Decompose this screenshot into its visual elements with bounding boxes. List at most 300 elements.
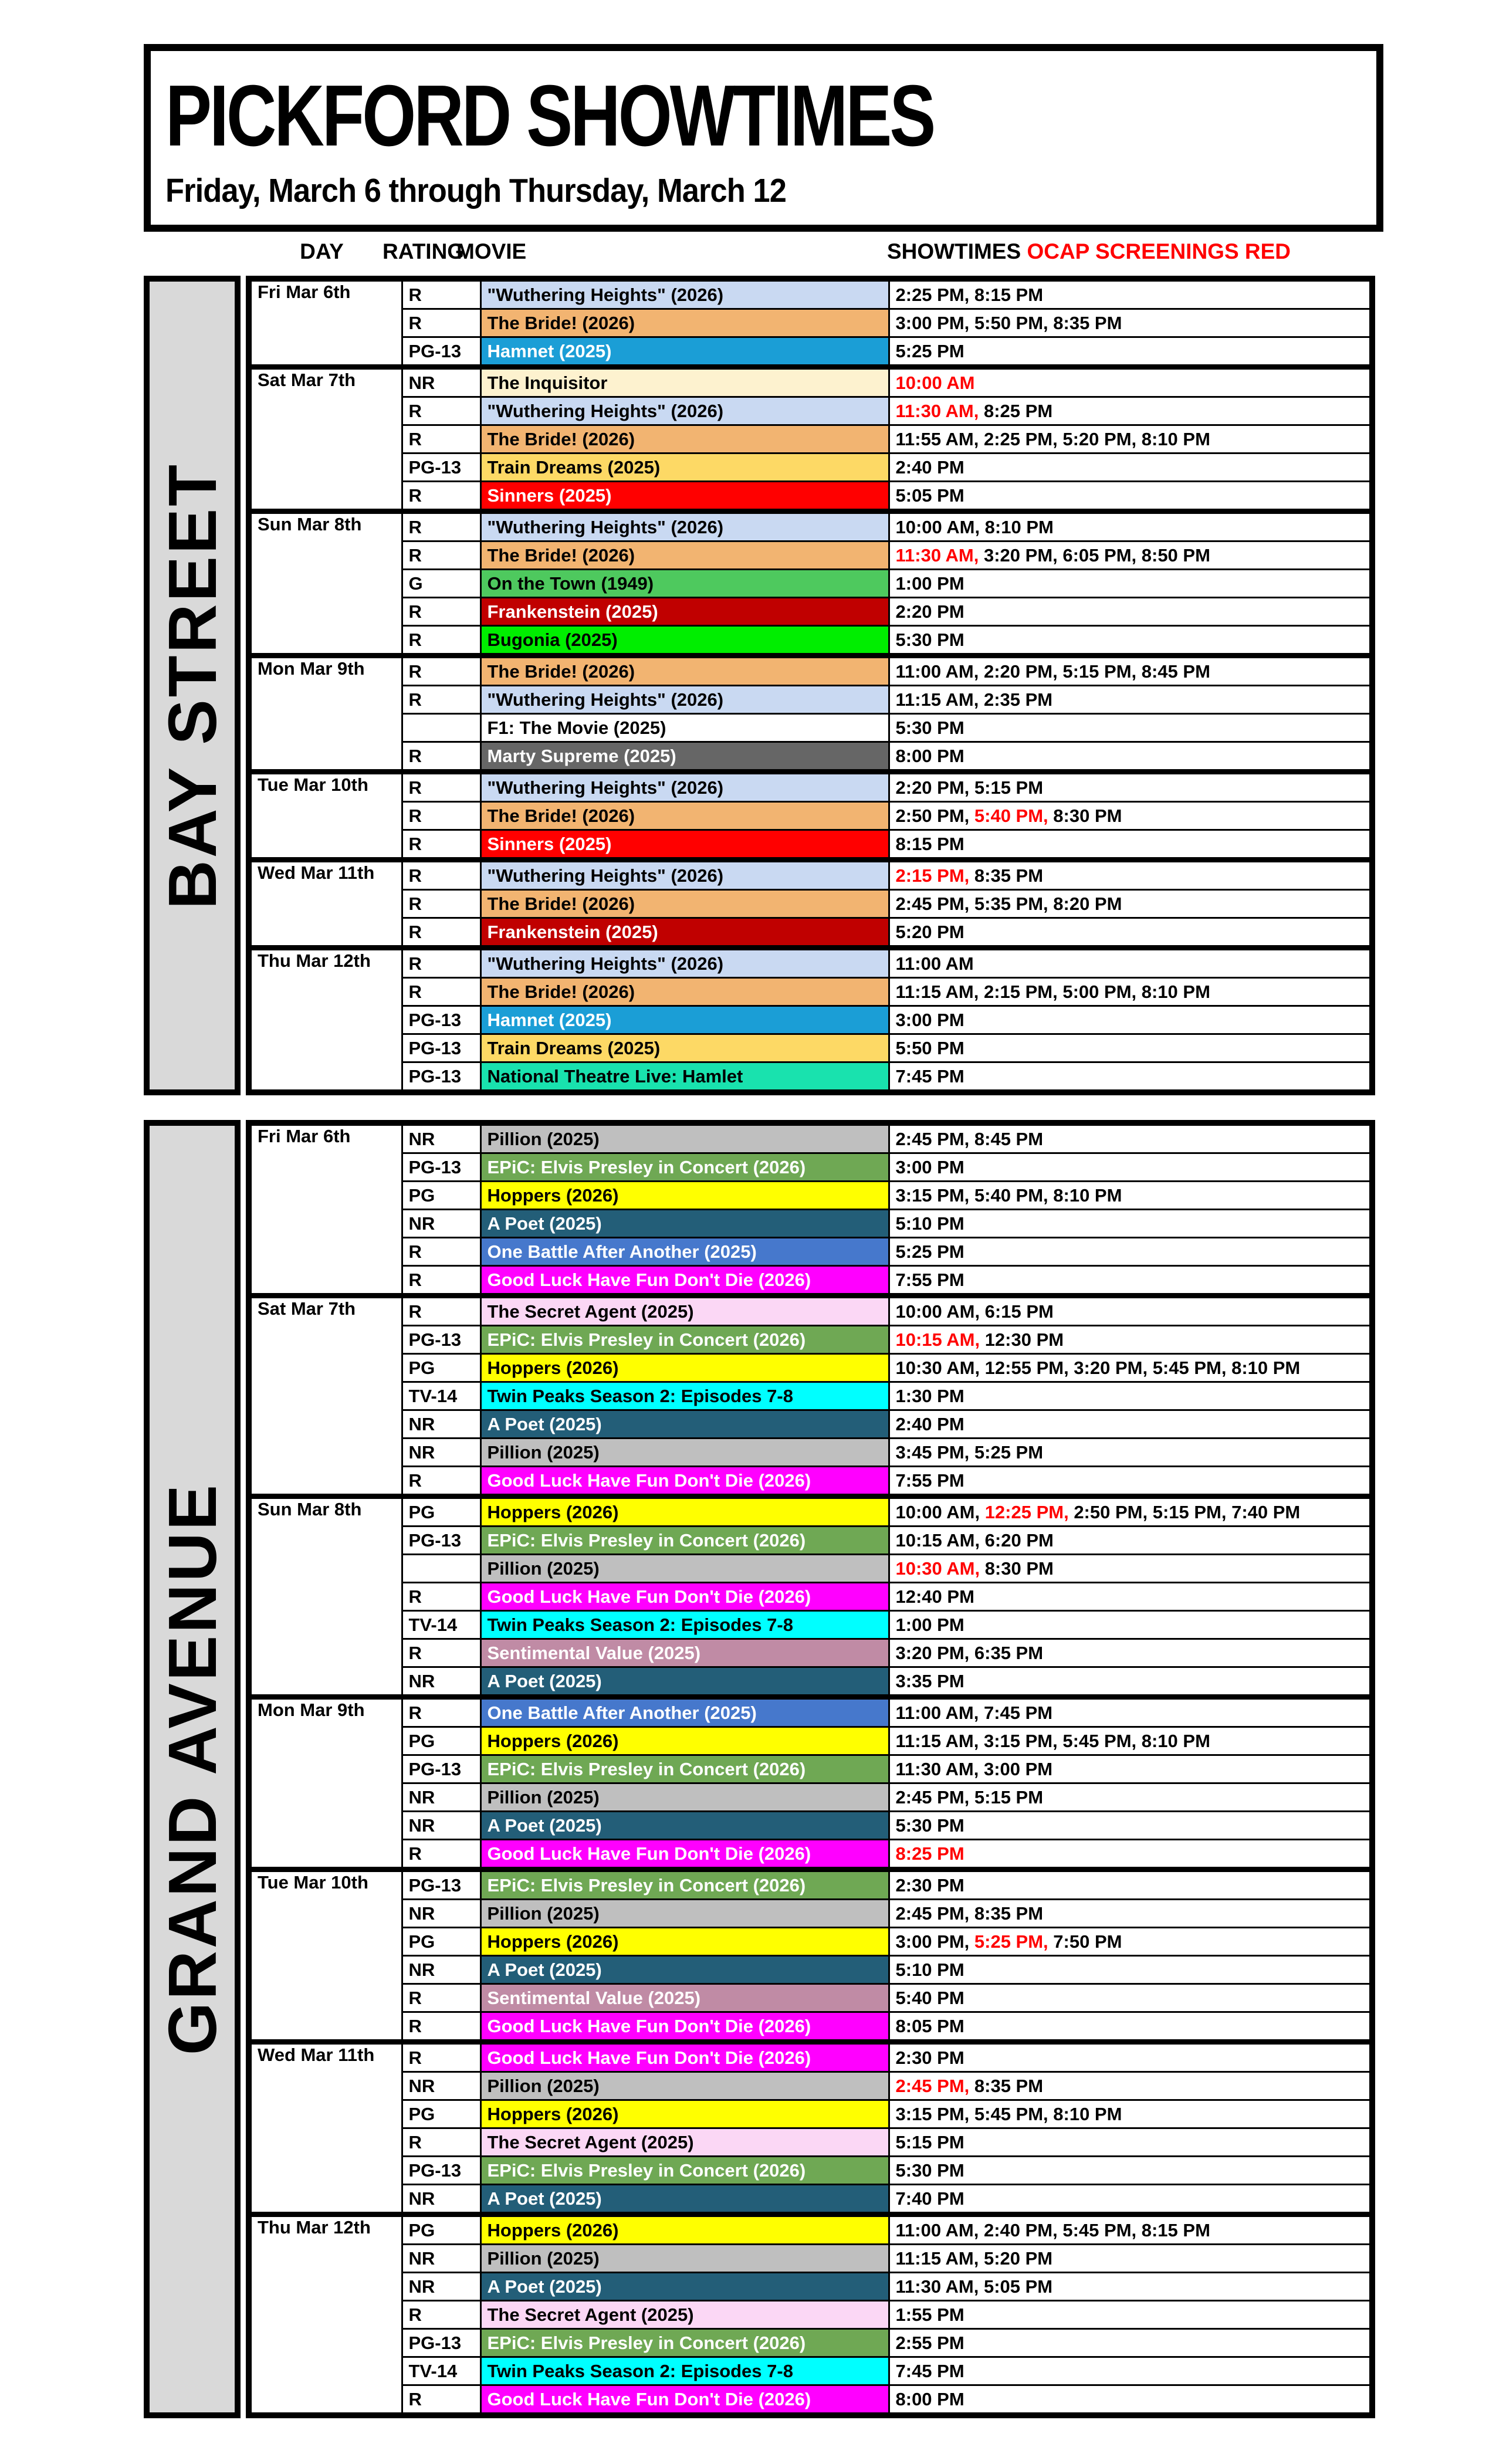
showtimes-cell [889, 1238, 1372, 1266]
ocap-showtime: 5:40 PM, [974, 805, 1048, 826]
showtimes-cell [889, 1467, 1372, 1497]
showtimes-cell [889, 1611, 1372, 1639]
movie-cell: Hamnet (2025) [480, 337, 889, 367]
showtime-row [249, 918, 1372, 948]
showtimes-cell [889, 1326, 1372, 1354]
page-title: PICKFORD SHOWTIMES [165, 67, 934, 164]
rating-cell: NR [402, 1667, 480, 1697]
showtimes-cell [889, 1783, 1372, 1812]
rating-cell [402, 1555, 480, 1583]
showtime: 10:30 AM, 12:55 PM, 3:20 PM, 5:45 PM, 8:10 PM [895, 1357, 1301, 1378]
showtime: 2:30 PM [895, 2047, 964, 2068]
day-cell: Sat Mar 7th [249, 1296, 402, 1497]
showtime-row [249, 1006, 1372, 1034]
showtimes-cell [889, 1123, 1372, 1153]
showtimes-cell [889, 2357, 1372, 2385]
showtime: 3:45 PM, 5:25 PM [895, 1441, 1044, 1463]
showtime-row [249, 2215, 1372, 2245]
showtimes-cell [889, 890, 1372, 918]
rating-cell: NR [402, 1900, 480, 1928]
showtimes-cell [889, 2072, 1372, 2100]
movie-cell: Pillion (2025) [480, 1783, 889, 1812]
showtime: 5:20 PM [895, 921, 964, 942]
movie-cell: Pillion (2025) [480, 2072, 889, 2100]
showtimes-cell [889, 802, 1372, 830]
showtimes-cell [889, 1296, 1372, 1326]
showtimes-cell [889, 1812, 1372, 1840]
showtimes-cell [889, 978, 1372, 1006]
movie-cell: The Inquisitor [480, 367, 889, 397]
showtime-row [249, 890, 1372, 918]
rating-cell: PG-13 [402, 1034, 480, 1062]
schedule-table-bay-street [246, 276, 1375, 1095]
rating-cell: R [402, 1840, 480, 1870]
rating-cell: PG [402, 2100, 480, 2128]
showtime: 2:40 PM [895, 1413, 964, 1434]
showtime-row [249, 802, 1372, 830]
showtime: 8:35 PM [969, 2075, 1044, 2096]
showtimes-cell [889, 948, 1372, 978]
showtime-row [249, 482, 1372, 512]
showtime-row [249, 1956, 1372, 1984]
showtime-row [249, 279, 1372, 309]
showtime-row [249, 2100, 1372, 2128]
showtime-row [249, 337, 1372, 367]
movie-cell: Good Luck Have Fun Don't Die (2026) [480, 1840, 889, 1870]
showtime: 5:25 PM [895, 340, 964, 361]
movie-cell: Pillion (2025) [480, 1439, 889, 1467]
showtimes-cell [889, 830, 1372, 860]
showtime: 2:55 PM [895, 2332, 964, 2353]
rating-cell: R [402, 541, 480, 570]
rating-cell: R [402, 742, 480, 772]
movie-cell: A Poet (2025) [480, 1812, 889, 1840]
showtime: 1:00 PM [895, 573, 964, 594]
showtime-row [249, 978, 1372, 1006]
showtimes-cell [889, 2273, 1372, 2301]
showtimes-cell [889, 1697, 1372, 1727]
showtime: 1:55 PM [895, 2304, 964, 2325]
column-header-day: DAY [300, 239, 344, 263]
rating-cell: R [402, 279, 480, 309]
showtime: 7:50 PM [1048, 1931, 1122, 1952]
movie-cell: Frankenstein (2025) [480, 598, 889, 626]
showtime-row [249, 1984, 1372, 2012]
showtime: 2:45 PM, 5:35 PM, 8:20 PM [895, 893, 1122, 914]
rating-cell: R [402, 1238, 480, 1266]
showtime: 5:05 PM [895, 485, 964, 506]
showtimes-cell [889, 482, 1372, 512]
rating-cell: PG-13 [402, 1870, 480, 1900]
showtime-row [249, 2301, 1372, 2329]
rating-cell: NR [402, 1123, 480, 1153]
rating-cell: R [402, 2385, 480, 2416]
movie-cell: One Battle After Another (2025) [480, 1697, 889, 1727]
showtime: 7:45 PM [895, 2360, 964, 2381]
movie-cell: The Bride! (2026) [480, 890, 889, 918]
rating-cell: R [402, 978, 480, 1006]
showtime: 2:30 PM [895, 1874, 964, 1896]
movie-cell: EPiC: Elvis Presley in Concert (2026) [480, 1870, 889, 1900]
movie-cell: Good Luck Have Fun Don't Die (2026) [480, 2042, 889, 2072]
movie-cell: "Wuthering Heights" (2026) [480, 686, 889, 714]
showtime-row [249, 1840, 1372, 1870]
showtime-row [249, 570, 1372, 598]
showtimes-cell [889, 1755, 1372, 1783]
movie-cell: A Poet (2025) [480, 1410, 889, 1439]
showtime: 2:20 PM, 5:15 PM [895, 777, 1044, 798]
showtime-row [249, 1555, 1372, 1583]
movie-cell: Hoppers (2026) [480, 1928, 889, 1956]
day-cell: Fri Mar 6th [249, 279, 402, 367]
showtime-row [249, 948, 1372, 978]
showtime: 5:25 PM [895, 1241, 964, 1262]
showtime: 8:00 PM [895, 2388, 964, 2409]
showtime: 8:25 PM [979, 400, 1053, 421]
showtimes-cell [889, 279, 1372, 309]
movie-cell: Pillion (2025) [480, 2245, 889, 2273]
showtimes-cell [889, 397, 1372, 425]
showtime: 8:00 PM [895, 745, 964, 766]
showtime: 3:00 PM, 5:50 PM, 8:35 PM [895, 312, 1122, 333]
showtime-row [249, 1812, 1372, 1840]
rating-cell: R [402, 397, 480, 425]
venue-label-bay-street [144, 276, 241, 1095]
movie-cell: Pillion (2025) [480, 1900, 889, 1928]
showtimes-cell [889, 1153, 1372, 1182]
venue-bay-street [144, 276, 1376, 1095]
day-cell: Sun Mar 8th [249, 1497, 402, 1697]
showtimes-cell [889, 337, 1372, 367]
showtimes-cell [889, 1527, 1372, 1555]
ocap-legend: OCAP SCREENINGS RED [1027, 239, 1291, 263]
movie-cell: National Theatre Live: Hamlet [480, 1062, 889, 1093]
day-cell: Mon Mar 9th [249, 656, 402, 772]
showtime-row [249, 2329, 1372, 2357]
showtime: 12:30 PM [980, 1329, 1064, 1350]
showtimes-cell [889, 1583, 1372, 1611]
rating-cell: PG [402, 1727, 480, 1755]
showtime: 7:40 PM [895, 2188, 964, 2209]
rating-cell: PG [402, 1182, 480, 1210]
showtimes-cell [889, 1034, 1372, 1062]
day-cell: Sat Mar 7th [249, 367, 402, 512]
rating-cell: PG [402, 2215, 480, 2245]
showtime: 5:40 PM [895, 1987, 964, 2008]
showtime-row [249, 1439, 1372, 1467]
movie-cell: EPiC: Elvis Presley in Concert (2026) [480, 1527, 889, 1555]
showtimes-cell [889, 2128, 1372, 2157]
schedule-table-grand-avenue [246, 1120, 1375, 2418]
showtime: 11:30 AM, 3:00 PM [895, 1758, 1053, 1779]
showtime: 7:55 PM [895, 1269, 964, 1290]
showtime: 8:15 PM [895, 833, 964, 854]
showtime-row [249, 541, 1372, 570]
ocap-showtime: 10:15 AM, [895, 1329, 980, 1350]
showtime-row [249, 830, 1372, 860]
showtimes-cell [889, 309, 1372, 337]
showtimes-cell [889, 2185, 1372, 2215]
rating-cell: NR [402, 1410, 480, 1439]
movie-cell: "Wuthering Heights" (2026) [480, 772, 889, 802]
showtime-row [249, 1034, 1372, 1062]
showtime: 3:00 PM, [895, 1931, 974, 1952]
movie-cell: EPiC: Elvis Presley in Concert (2026) [480, 1755, 889, 1783]
movie-cell: Good Luck Have Fun Don't Die (2026) [480, 2385, 889, 2416]
movie-cell: Twin Peaks Season 2: Episodes 7-8 [480, 1611, 889, 1639]
movie-cell: Sentimental Value (2025) [480, 1639, 889, 1667]
ocap-showtime: 2:45 PM, [895, 2075, 970, 2096]
rating-cell: TV-14 [402, 1611, 480, 1639]
showtime: 5:30 PM [895, 1815, 964, 1836]
movie-cell: Pillion (2025) [480, 1555, 889, 1583]
rating-cell: NR [402, 367, 480, 397]
movie-cell: Frankenstein (2025) [480, 918, 889, 948]
showtime: 5:10 PM [895, 1959, 964, 1980]
showtimes-cell [889, 512, 1372, 541]
showtime: 2:45 PM, 8:35 PM [895, 1903, 1044, 1924]
showtime: 10:00 AM, [895, 1501, 985, 1522]
rating-cell: R [402, 1266, 480, 1296]
showtime-row [249, 453, 1372, 482]
rating-cell: R [402, 1296, 480, 1326]
venue-grand-avenue [144, 1120, 1376, 2418]
showtime-row [249, 2072, 1372, 2100]
showtime: 8:30 PM [1048, 805, 1122, 826]
showtime-row [249, 1123, 1372, 1153]
showtime-row [249, 598, 1372, 626]
showtime: 10:15 AM, 6:20 PM [895, 1529, 1054, 1551]
rating-cell: R [402, 772, 480, 802]
ocap-showtime: 11:30 AM, [895, 544, 979, 566]
showtime: 8:30 PM [980, 1558, 1054, 1579]
showtime-row [249, 1727, 1372, 1755]
rating-cell: PG-13 [402, 2329, 480, 2357]
showtime: 11:30 AM, 5:05 PM [895, 2276, 1053, 2297]
showtimes-cell [889, 2385, 1372, 2416]
showtime-row [249, 309, 1372, 337]
showtime: 3:20 PM, 6:35 PM [895, 1642, 1044, 1663]
day-cell: Wed Mar 11th [249, 2042, 402, 2215]
showtimes-cell [889, 656, 1372, 686]
showtimes-cell [889, 1984, 1372, 2012]
showtimes-cell [889, 1639, 1372, 1667]
rating-cell: R [402, 1639, 480, 1667]
rating-cell: NR [402, 1812, 480, 1840]
showtime: 10:00 AM, 6:15 PM [895, 1301, 1054, 1322]
showtimes-cell [889, 453, 1372, 482]
movie-cell: "Wuthering Heights" (2026) [480, 397, 889, 425]
movie-cell: Good Luck Have Fun Don't Die (2026) [480, 2012, 889, 2042]
showtime-row [249, 1182, 1372, 1210]
rating-cell: R [402, 2301, 480, 2329]
showtime-row [249, 1266, 1372, 1296]
showtimes-cell [889, 2042, 1372, 2072]
rating-cell: NR [402, 2072, 480, 2100]
showtime-row [249, 1527, 1372, 1555]
rating-cell: PG-13 [402, 1153, 480, 1182]
showtime-row [249, 397, 1372, 425]
showtime: 5:30 PM [895, 717, 964, 738]
rating-cell: PG-13 [402, 1755, 480, 1783]
showtimes-cell [889, 1439, 1372, 1467]
showtimes-cell [889, 1006, 1372, 1034]
showtimes-cell [889, 626, 1372, 656]
showtime: 5:30 PM [895, 2160, 964, 2181]
movie-cell: Pillion (2025) [480, 1123, 889, 1153]
showtime: 8:05 PM [895, 2015, 964, 2036]
rating-cell: TV-14 [402, 2357, 480, 2385]
rating-cell: R [402, 802, 480, 830]
showtime: 5:15 PM [895, 2131, 964, 2152]
ocap-showtime: 10:30 AM, [895, 1558, 980, 1579]
column-header-rating: RATING [383, 239, 465, 263]
day-cell: Thu Mar 12th [249, 2215, 402, 2416]
rating-cell: R [402, 1697, 480, 1727]
rating-cell: R [402, 425, 480, 453]
showtime-row [249, 2273, 1372, 2301]
showtime-row [249, 626, 1372, 656]
movie-cell: EPiC: Elvis Presley in Concert (2026) [480, 2157, 889, 2185]
rating-cell: PG-13 [402, 1062, 480, 1093]
rating-cell: PG [402, 1497, 480, 1527]
rating-cell: PG-13 [402, 337, 480, 367]
showtime: 11:00 AM, 7:45 PM [895, 1702, 1053, 1723]
showtime: 11:15 AM, 2:35 PM [895, 689, 1053, 710]
rating-cell: R [402, 1583, 480, 1611]
movie-cell: Twin Peaks Season 2: Episodes 7-8 [480, 2357, 889, 2385]
showtime-row [249, 2185, 1372, 2215]
rating-cell [402, 714, 480, 742]
showtimes-cell [889, 1266, 1372, 1296]
showtime: 11:00 AM, 2:20 PM, 5:15 PM, 8:45 PM [895, 661, 1210, 682]
rating-cell: NR [402, 1210, 480, 1238]
showtime-row [249, 2157, 1372, 2185]
rating-cell: R [402, 890, 480, 918]
movie-cell: The Secret Agent (2025) [480, 2128, 889, 2157]
movie-cell: The Secret Agent (2025) [480, 1296, 889, 1326]
showtime-row [249, 1238, 1372, 1266]
rating-cell: R [402, 1467, 480, 1497]
venue-sections [144, 276, 1376, 2443]
showtimes-cell [889, 1900, 1372, 1928]
showtime: 3:00 PM [895, 1156, 964, 1177]
showtime: 2:25 PM, 8:15 PM [895, 284, 1044, 305]
rating-cell: R [402, 830, 480, 860]
showtime: 11:15 AM, 5:20 PM [895, 2248, 1053, 2269]
movie-cell: Hoppers (2026) [480, 1354, 889, 1382]
rating-cell: R [402, 626, 480, 656]
showtime-row [249, 1210, 1372, 1238]
showtimes-cell [889, 2301, 1372, 2329]
showtime-row [249, 1697, 1372, 1727]
rating-cell: NR [402, 1439, 480, 1467]
movie-cell: Train Dreams (2025) [480, 1034, 889, 1062]
showtimes-cell [889, 541, 1372, 570]
rating-cell: R [402, 482, 480, 512]
showtime: 3:20 PM, 6:05 PM, 8:50 PM [979, 544, 1210, 566]
rating-cell: G [402, 570, 480, 598]
showtime-row [249, 656, 1372, 686]
showtimes-cell [889, 598, 1372, 626]
showtimes-cell [889, 425, 1372, 453]
rating-cell: R [402, 598, 480, 626]
movie-cell: Hoppers (2026) [480, 1497, 889, 1527]
showtime-row [249, 2385, 1372, 2416]
movie-cell: Sinners (2025) [480, 830, 889, 860]
showtimes-cell [889, 1182, 1372, 1210]
showtimes-cell [889, 742, 1372, 772]
showtimes-cell [889, 860, 1372, 890]
showtime: 2:45 PM, 8:45 PM [895, 1128, 1044, 1149]
showtime-row [249, 1062, 1372, 1093]
showtime: 7:45 PM [895, 1065, 964, 1087]
showtime: 11:00 AM, 2:40 PM, 5:45 PM, 8:15 PM [895, 2219, 1210, 2240]
rating-cell: PG-13 [402, 2157, 480, 2185]
movie-cell: EPiC: Elvis Presley in Concert (2026) [480, 2329, 889, 2357]
ocap-showtime: 5:25 PM, [974, 1931, 1048, 1952]
showtime-row [249, 1354, 1372, 1382]
day-cell: Tue Mar 10th [249, 772, 402, 860]
showtimes-cell [889, 1410, 1372, 1439]
showtime-row [249, 1639, 1372, 1667]
showtime: 2:50 PM, [895, 805, 974, 826]
rating-cell: PG [402, 1928, 480, 1956]
rating-cell: R [402, 948, 480, 978]
movie-cell: The Bride! (2026) [480, 978, 889, 1006]
ocap-showtime: 2:15 PM, [895, 865, 970, 886]
showtime-row [249, 1870, 1372, 1900]
showtimes-cell [889, 1928, 1372, 1956]
rating-cell: PG-13 [402, 1006, 480, 1034]
movie-cell: "Wuthering Heights" (2026) [480, 860, 889, 890]
rating-cell: R [402, 2042, 480, 2072]
showtime-row [249, 860, 1372, 890]
showtime-row [249, 1153, 1372, 1182]
showtime: 7:55 PM [895, 1470, 964, 1491]
showtime-row [249, 1928, 1372, 1956]
movie-cell: Hoppers (2026) [480, 2215, 889, 2245]
day-cell: Tue Mar 10th [249, 1870, 402, 2042]
showtime-row [249, 2128, 1372, 2157]
venue-label-grand-avenue [144, 1120, 241, 2418]
rating-cell: R [402, 860, 480, 890]
rating-cell: NR [402, 1783, 480, 1812]
movie-cell: The Bride! (2026) [480, 425, 889, 453]
showtime-row [249, 1467, 1372, 1497]
rating-cell: PG [402, 1354, 480, 1382]
day-cell: Sun Mar 8th [249, 512, 402, 656]
showtimes-cell [889, 1727, 1372, 1755]
rating-cell: R [402, 918, 480, 948]
movie-cell: Bugonia (2025) [480, 626, 889, 656]
showtime: 2:45 PM, 5:15 PM [895, 1786, 1044, 1808]
showtime: 2:50 PM, 5:15 PM, 7:40 PM [1068, 1501, 1301, 1522]
showtimes-cell [889, 1667, 1372, 1697]
showtime-row [249, 1611, 1372, 1639]
rating-cell: R [402, 2128, 480, 2157]
showtimes-cell [889, 2100, 1372, 2128]
movie-cell: "Wuthering Heights" (2026) [480, 948, 889, 978]
showtime: 5:30 PM [895, 629, 964, 650]
rating-cell: R [402, 1984, 480, 2012]
rating-cell: NR [402, 1956, 480, 1984]
showtime-row [249, 1667, 1372, 1697]
rating-cell: R [402, 656, 480, 686]
showtime-row [249, 425, 1372, 453]
column-header-row [0, 239, 1496, 272]
showtimes-cell [889, 2329, 1372, 2357]
